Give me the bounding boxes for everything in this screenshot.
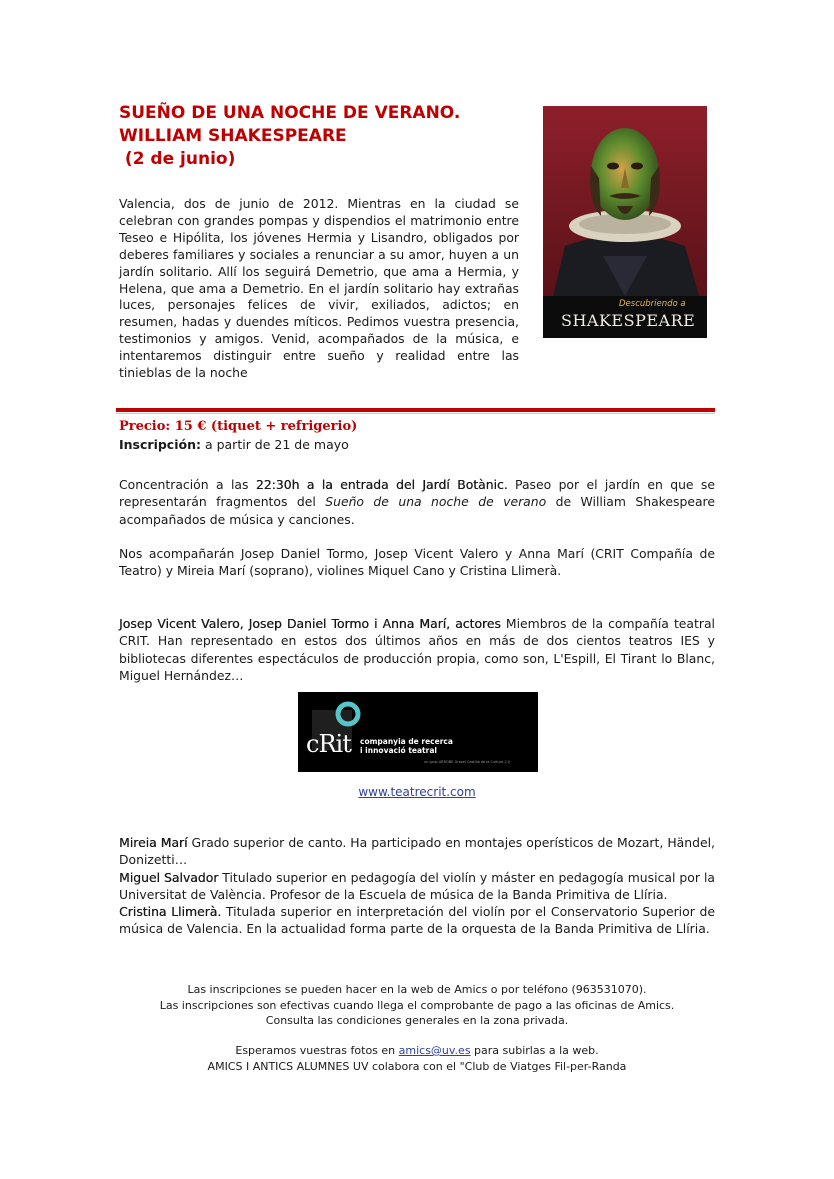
meeting-paragraph: [119, 476, 715, 528]
bio-text: Grado superior de canto. Ha participado en montajes operísticos de Mozart, Händel, Donizetti…: [119, 835, 715, 868]
email-link[interactable]: amics@uv.es: [398, 1044, 471, 1057]
photos-text-pre: Esperamos vuestras fotos en: [235, 1044, 399, 1057]
bio-miguel: [119, 869, 715, 904]
meeting-text-mid: Paseo por el jardín en que se representarán fragmentos del: [119, 477, 715, 510]
footer-photos-line: [119, 1043, 715, 1059]
actors-paragraph: [119, 615, 715, 684]
actors-names: Josep Vicent Valero, Josep Daniel Tormo i Anna Marí, actores: [119, 616, 501, 631]
footer-line-1: Las inscripciones se pueden hacer en la web de Amics o por teléfono (963531070).: [187, 983, 647, 996]
bio-text: Titulada superior en interpretación del violín por el Conservatorio Superior de música de Valencia. En la actualidad forma parte de la orquesta de la Banda Primitiva de Llíria.: [119, 904, 715, 937]
company-paragraph: Nos acompañarán Josep Daniel Tormo, Josep Vicent Valero y Anna Marí (CRIT Compañía de Teatro) y Mireia Marí (soprano), violines Miquel Cano y Cristina Llimerà.: [119, 546, 715, 579]
footer-club: AMICS I ANTICS ALUMNES UV colabora con el "Club de Viatges Fil-per-Randa: [207, 1059, 627, 1073]
crit-tagline-1: companyia de recerca: [360, 737, 453, 746]
crit-logo: [298, 692, 538, 772]
bio-mireia: [119, 834, 715, 869]
inscription-line: [119, 437, 349, 452]
inscription-label: Inscripción:: [119, 437, 201, 452]
meeting-text-post: de William Shakespeare acompañados de música y canciones.: [119, 494, 715, 527]
inscription-value: a partir de 21 de mayo: [200, 437, 349, 452]
bio-name: Mireia Marí: [119, 835, 188, 850]
footer-line-3: Consulta las condiciones generales en la zona privada.: [265, 1014, 569, 1028]
footer-photos: [119, 1043, 715, 1074]
bio-cristina: [119, 903, 715, 938]
actors-description: Miembros de la compañía teatral CRIT. Han representado en estos dos últimos años en más de dos cientos teatros IES y bibliotecas diferentes espectáculos de producción propia, como son, L'Espill, El Tirant lo Blanc, Miguel Hernández…: [119, 616, 716, 683]
website-line: [119, 785, 715, 799]
section-divider-shadow: [116, 413, 715, 414]
footer-line-2: Las inscripciones son efectivas cuando llega el comprobante de pago a las oficinas de Amics.: [159, 998, 675, 1012]
crit-tagline-2: i innovació teatral: [360, 746, 437, 755]
poster-caption-small: Descubriendo a: [619, 299, 686, 309]
section-divider: [116, 408, 715, 412]
bio-name: Cristina Llimerà.: [119, 904, 222, 919]
shakespeare-poster: [543, 106, 707, 338]
title-date: (2 de junio): [119, 149, 236, 169]
bio-name: Miguel Salvador: [119, 870, 219, 885]
title-line-2: WILLIAM SHAKESPEARE: [119, 126, 347, 146]
poster-caption-big: SHAKESPEARE: [561, 311, 696, 330]
crit-fineprint: un grup ARROBE Grazel Castillo de la Cultura 2.0: [424, 760, 511, 764]
price-line: Precio: 15 € (tiquet + refrigerio): [119, 419, 358, 434]
page-title: [119, 102, 519, 171]
crit-logo-text: cRit: [306, 730, 351, 758]
photos-text-post: para subirlas a la web.: [470, 1044, 599, 1057]
bio-text: Titulado superior en pedagogía del violín y máster en pedagogía musical por la Universitat de València. Profesor de la Escuela de música de la Banda Primitiva de Llíria.: [119, 870, 715, 903]
meeting-text-pre: Concentración a las: [119, 477, 256, 492]
title-line-1: SUEÑO DE UNA NOCHE DE VERANO.: [119, 103, 461, 123]
website-link[interactable]: www.teatrecrit.com: [358, 785, 476, 799]
footer-info: [119, 982, 715, 1029]
play-title: Sueño de una noche de verano: [325, 494, 547, 510]
intro-paragraph: Valencia, dos de junio de 2012. Mientras en la ciudad se celebran con grandes pompas y dispendios el matrimonio entre Teseo e Hipólita, los jóvenes Hermia y Lisandro, obligados por deberes familiares y sociales a renunciar a su amor, huyen a un jardín solitario. Allí los seguirá Demetrio, que ama a Hermia, y Helena, que ama a Demetrio. En el jardín solitario hay extrañas luces, personajes felices de vivir, exiliados, adictos; en resumen, hadas y duendes míticos. Pedimos vuestra presencia, testimonios y amigos. Venid, acompañados de la música, e intentaremos distinguir entre sueño y realidad entre las tinieblas de la noche: [119, 196, 519, 381]
meeting-place: 22:30h a la entrada del Jardí Botànic.: [255, 477, 508, 492]
